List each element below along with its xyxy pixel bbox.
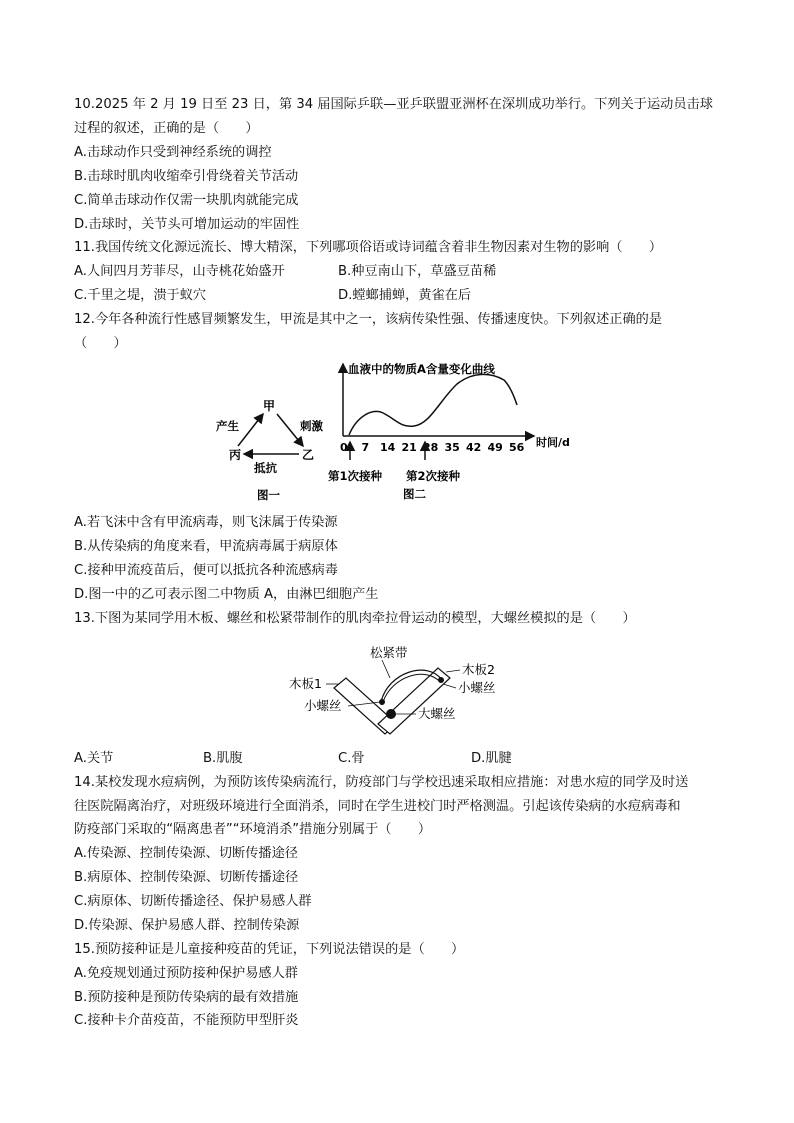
fig2-tick-label: 28 [423,441,439,454]
fig1-label-stimulate: 刺激 [300,419,323,433]
label-board2: 木板2 [462,662,495,677]
fig2-tick-label: 35 [444,441,460,454]
q13-figure [282,640,522,740]
q14-option-d: D.传染源、保护易感人群、控制传染源 [74,918,300,933]
q10-option-b: B.击球时肌肉收缩牵引骨绕着关节活动 [74,169,299,184]
label-big-screw: 大螺丝 [418,706,456,721]
q14-option-b: B.病原体、控制传染源、切断传播途径 [74,870,299,885]
q15-option-b: B.预防接种是预防传染病的最有效措施 [74,990,299,1005]
q14-stem-line2: 往医院隔离治疗，对班级环境进行全面消杀，同时在学生进校门时严格测温。引起该传染病的水痘病毒和 [74,799,681,814]
fig2-tick-label: 14 [380,441,396,454]
fig2-dose2-label: 第2次接种 [406,469,461,483]
q15-stem: 15.预防接种证是儿童接种疫苗的凭证，下列说法错误的是（ ） [74,942,465,957]
label-elastic-band: 松紧带 [370,645,408,660]
fig2-x-axis-label: 时间/d [536,436,570,449]
q11-option-a: A.人间四月芳菲尽，山寺桃花始盛开 [74,264,285,279]
q11-option-d: D.螳螂捕蝉，黄雀在后 [338,288,472,303]
q10-stem-line2: 过程的叙述，正确的是（ ） [74,121,259,136]
small-screw-right [438,677,444,683]
q12-stem-line1: 12.今年各种流行性感冒频繁发生，甲流是其中之一，该病传染性强、传播速度快。下列叙述正确的是 [74,312,663,327]
q10-stem-line1: 10.2025 年 2 月 19 日至 23 日，第 34 届国际乒联—亚乒联盟亚洲杯在深圳成功举行。下列关于运动员击球 [74,97,713,112]
q10-option-c: C.简单击球动作仅需一块肌肉就能完成 [74,193,299,208]
fig1-node-yi: 乙 [302,448,315,462]
q12-stem-line2: （ ） [74,336,127,351]
fig2-tick-label: 56 [509,441,525,454]
q11-option-b: B.种豆南山下，草盛豆苗稀 [338,264,497,279]
fig2-title: 血液中的物质A含量变化曲线 [348,362,495,376]
q12-figure2 [322,358,582,506]
q13-option-a: A.关节 [74,751,114,766]
fig2-tick-label: 42 [466,441,482,454]
fig2-tick-label: 21 [401,441,417,454]
q10-option-a: A.击球动作只受到神经系统的调控 [74,145,272,160]
q13-stem: 13.下图为某同学用木板、螺丝和松紧带制作的肌肉牵拉骨运动的模型，大螺丝模拟的是（ ） [74,611,636,626]
q13-option-c: C.骨 [338,751,365,766]
label-small-screw-right: 小螺丝 [458,680,496,695]
fig2-curve [349,374,517,435]
q12-option-a: A.若飞沫中含有甲流病毒，则飞沫属于传染源 [74,515,338,530]
label-small-screw-left: 小螺丝 [304,698,342,713]
q13-option-b: B.肌腹 [203,751,243,766]
q15-option-a: A.免疫规划通过预防接种保护易感人群 [74,966,298,981]
q11-option-c: C.千里之堤，溃于蚁穴 [74,288,207,303]
q12-option-c: C.接种甲流疫苗后，便可以抵抗各种流感病毒 [74,563,338,578]
fig2-tick-label: 49 [487,441,503,454]
q13-option-d: D.肌腱 [471,751,512,766]
fig1-arrow-produce [238,414,263,446]
fig2-tick-label: 0 [340,441,348,454]
q11-stem: 11.我国传统文化源远流长、博大精深，下列哪项俗语或诗词蕴含着非生物因素对生物的影响（ ） [74,240,663,255]
q10-option-d: D.击球时，关节头可增加运动的牢固性 [74,217,300,232]
q12-figure1 [210,392,340,504]
label-board1: 木板1 [289,676,322,691]
q14-option-a: A.传染源、控制传染源、切断传播途径 [74,846,298,861]
fig1-caption: 图一 [257,488,280,502]
fig2-tick-label: 7 [361,441,370,454]
fig1-label-produce: 产生 [216,419,239,433]
fig1-node-jia: 甲 [263,399,276,413]
q14-option-c: C.病原体、切断传播途径、保护易感人群 [74,894,312,909]
fig1-node-bing: 丙 [229,448,242,462]
q12-option-b: B.从传染病的角度来看，甲流病毒属于病原体 [74,539,338,554]
big-screw [386,709,396,719]
fig2-dose1-label: 第1次接种 [328,469,383,483]
fig2-caption: 图二 [403,487,426,501]
q15-option-c: C.接种卡介苗疫苗，不能预防甲型肝炎 [74,1013,299,1028]
fig2-tick-labels [340,441,525,454]
fig1-label-resist: 抵抗 [254,461,277,475]
q14-stem-line1: 14.某校发现水痘病例，为预防该传染病流行，防疫部门与学校迅速采取相应措施：对患水痘的同学及时送 [74,775,689,790]
q14-stem-line3: 防疫部门采取的“隔离患者”“环境消杀”措施分别属于（ ） [74,822,432,837]
q12-option-d: D.图一中的乙可表示图二中物质 A，由淋巴细胞产生 [74,587,379,602]
